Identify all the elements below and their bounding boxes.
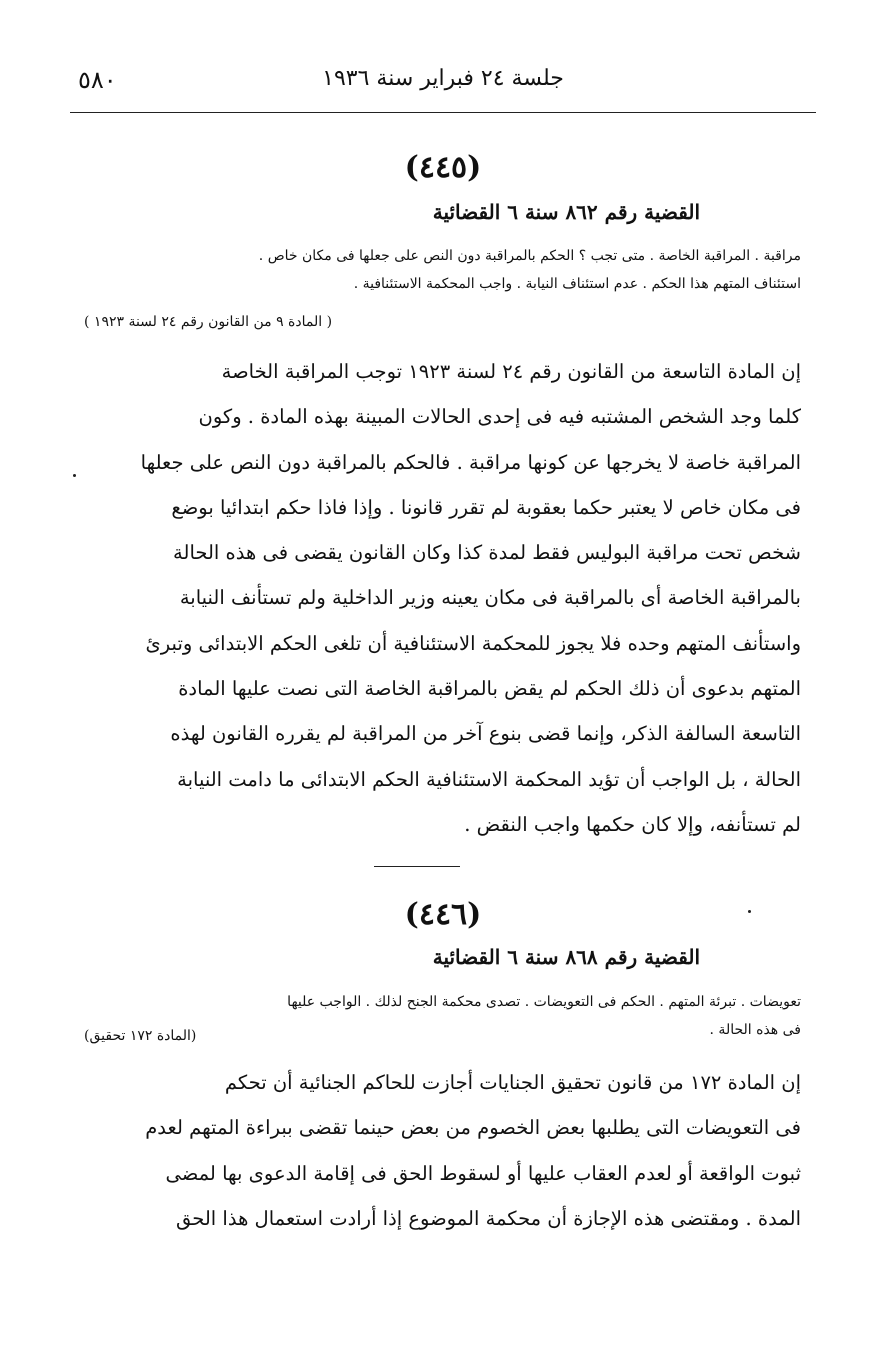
legal-reference: ( المادة ٩ من القانون رقم ٢٤ لسنة ١٩٢٣ ) bbox=[84, 314, 333, 330]
body-line: فى مكان خاص لا يعتبر حكما بعقوبة لم تقرر قانونا . وإذا فاذا حكم ابتدائيا بوضع bbox=[171, 495, 801, 519]
case-title: القضية رقم ٨٦٨ سنة ٦ القضائية bbox=[432, 945, 700, 969]
case-summary bbox=[85, 242, 801, 298]
body-line: المتهم بدعوى أن ذلك الحكم لم يقض بالمراقبة الخاصة التى نصت عليها المادة bbox=[178, 677, 801, 701]
body-line: الحالة ، بل الواجب أن تؤيد المحكمة الاستئنافية الحكم الابتدائى ما دامت النيابة bbox=[177, 767, 801, 791]
case-number: (٤٤٦) bbox=[404, 897, 482, 932]
body-line: لم تستأنفه، وإلا كان حكمها واجب النقض . bbox=[464, 812, 801, 836]
body-line: واستأنف المتهم وحده فلا يجوز للمحكمة الاستئنافية أن تلغى الحكم الابتدائى وتبرئ bbox=[145, 631, 801, 655]
body-line: شخص تحت مراقبة البوليس فقط لمدة كذا وكان القانون يقضى فى هذه الحالة bbox=[173, 541, 801, 565]
legal-reference: (المادة ١٧٢ تحقيق) bbox=[84, 1028, 197, 1044]
summary-line: مراقبة . المراقبة الخاصة . متى تجب ؟ الحكم بالمراقبة دون النص على جعلها فى مكان خاص . bbox=[258, 248, 801, 264]
summary-line: تعويضات . تبرئة المتهم . الحكم فى التعويضات . تصدى محكمة الجنح لذلك . الواجب عليها bbox=[287, 994, 801, 1010]
body-line: ثبوت الواقعة أو لعدم العقاب عليها أو لسقوط الحق فى إقامة الدعوى بها لمضى bbox=[165, 1161, 801, 1185]
summary-line: فى هذه الحالة . bbox=[709, 1022, 801, 1038]
page-header bbox=[72, 66, 814, 102]
running-head: جلسة ٢٤ فبراير سنة ١٩٣٦ bbox=[322, 66, 564, 91]
body-line: إن المادة ١٧٢ من قانون تحقيق الجنايات أجازت للحاكم الجنائية أن تحكم bbox=[224, 1071, 801, 1094]
page-number: ٥٨٠ bbox=[78, 66, 117, 94]
case-body bbox=[85, 1060, 801, 1241]
body-line: بالمراقبة الخاصة أى بالمراقبة فى مكان يعينه وزير الداخلية ولم تستأنف النيابة bbox=[179, 586, 801, 610]
case-body bbox=[85, 349, 801, 847]
body-line: المراقبة خاصة لا يخرجها عن كونها مراقبة . فالحكم بالمراقبة دون النص على جعلها bbox=[140, 450, 801, 474]
section-separator bbox=[374, 866, 460, 867]
body-line: إن المادة التاسعة من القانون رقم ٢٤ لسنة ١٩٢٣ توجب المراقبة الخاصة bbox=[221, 360, 801, 383]
body-line: كلما وجد الشخص المشتبه فيه فى إحدى الحالات المبينة بهذه المادة . وكون bbox=[198, 405, 801, 429]
body-line: التاسعة السالفة الذكر، وإنما قضى بنوع آخر من المراقبة لم يقرره القانون لهذه bbox=[170, 722, 801, 746]
summary-line: استئناف المتهم هذا الحكم . عدم استئناف النيابة . واجب المحكمة الاستئنافية . bbox=[353, 276, 801, 292]
case-title: القضية رقم ٨٦٢ سنة ٦ القضائية bbox=[432, 200, 700, 224]
case-number: (٤٤٥) bbox=[404, 150, 482, 185]
body-line: المدة . ومقتضى هذه الإجازة أن محكمة الموضوع إذا أرادت استعمال هذا الحق bbox=[176, 1206, 801, 1230]
body-line: فى التعويضات التى يطلبها بعض الخصوم من بعض حينما تقضى ببراءة المتهم لعدم bbox=[145, 1116, 801, 1140]
header-rule bbox=[70, 112, 816, 113]
print-dot bbox=[73, 474, 76, 477]
